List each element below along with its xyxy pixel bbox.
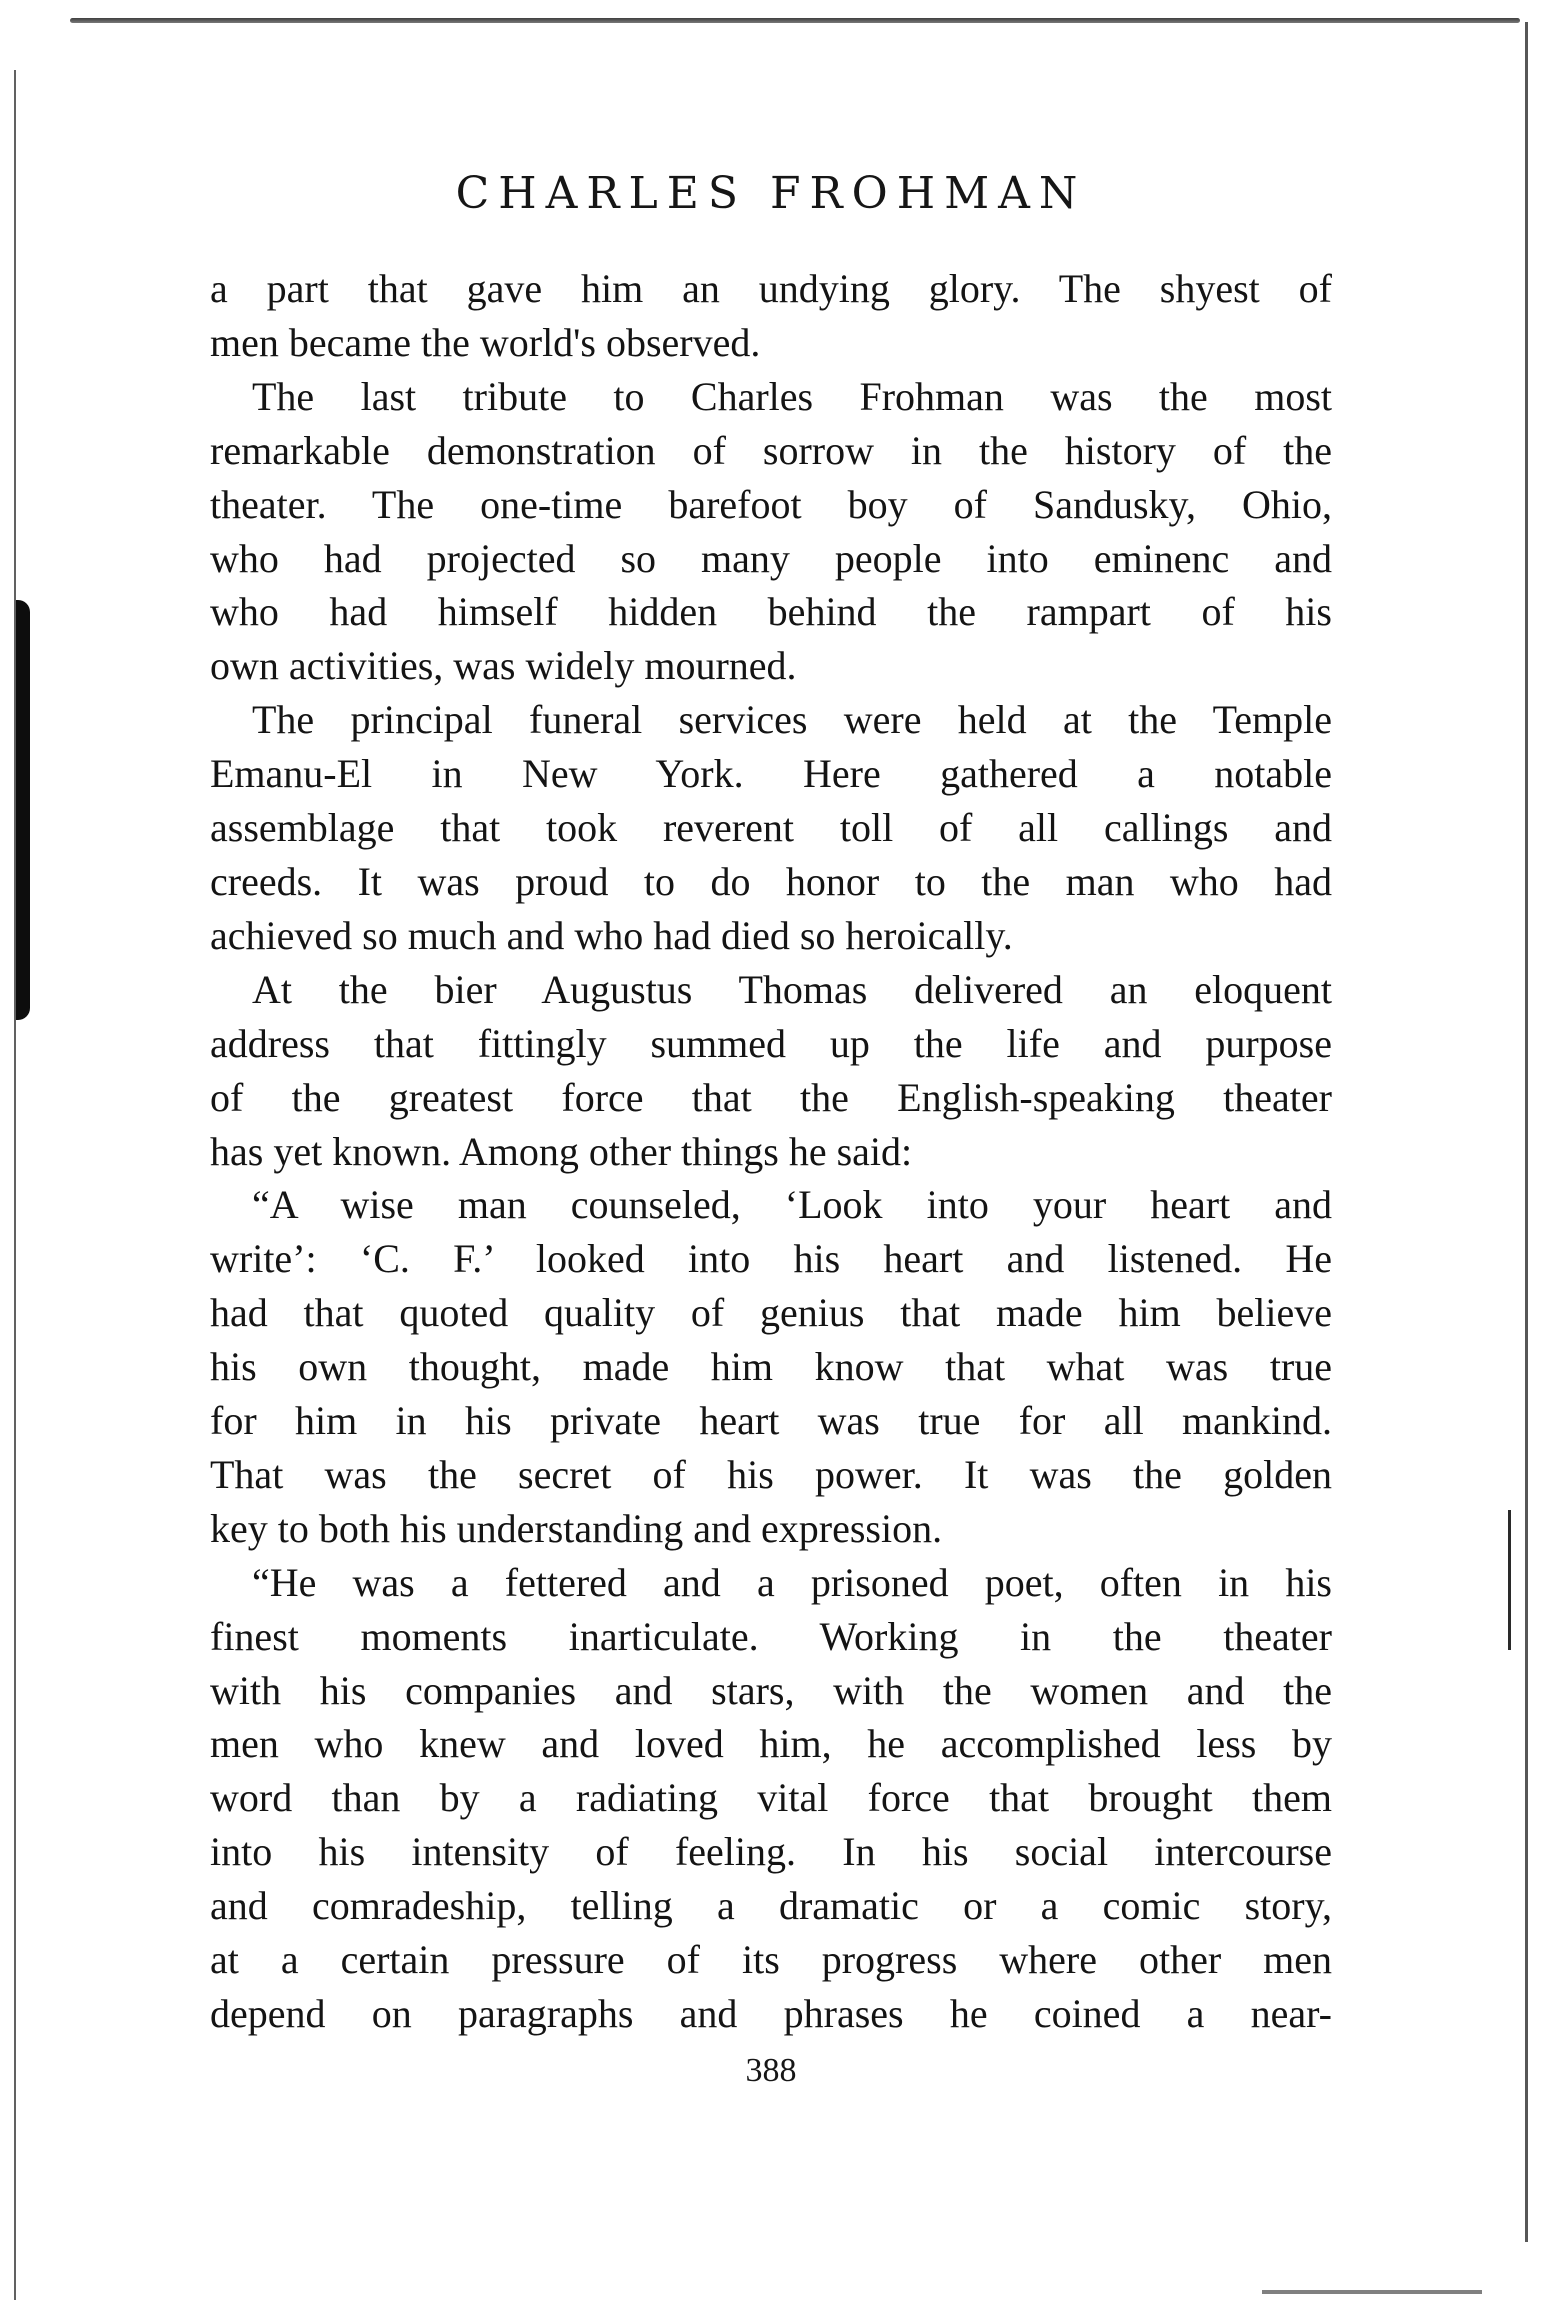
text-line: who had himself hidden behind the rampart of his — [210, 589, 1332, 635]
text-line: The last tribute to Charles Frohman was the most — [252, 373, 1332, 419]
text-line: achieved so much and who had died so heroically. — [210, 912, 1013, 958]
text-line: “A wise man counseled, ‘Look into your heart and — [252, 1182, 1332, 1228]
text-line: at a certain pressure of its progress where other men — [210, 1937, 1332, 1983]
text-line: theater. The one-time barefoot boy of Sandusky, Ohio, — [210, 481, 1332, 527]
text-line: creeds. It was proud to do honor to the man who had — [210, 858, 1332, 904]
text-line: for him in his private heart was true for all mankind. — [210, 1398, 1332, 1444]
text-line: of the greatest force that the English-speaking theater — [210, 1074, 1332, 1120]
scan-top-edge — [70, 18, 1520, 23]
text-line: with his companies and stars, with the women and the — [210, 1667, 1332, 1713]
binding-shadow — [16, 600, 30, 1020]
text-line: men became the world's observed. — [210, 319, 761, 365]
scan-bottom-edge — [1262, 2290, 1482, 2294]
text-line: address that fittingly summed up the life and purpose — [210, 1020, 1332, 1066]
text-line: The principal funeral services were held at the Temple — [252, 697, 1332, 743]
text-line: men who knew and loved him, he accomplished less by — [210, 1721, 1332, 1767]
text-line: a part that gave him an undying glory. The shyest of — [210, 266, 1332, 311]
text-line: assemblage that took reverent toll of all callings and — [210, 805, 1332, 851]
page-number: 388 — [745, 2052, 797, 2089]
text-line: remarkable demonstration of sorrow in the history of the — [210, 427, 1332, 473]
margin-mark — [1508, 1510, 1511, 1650]
text-line: finest moments inarticulate. Working in the theater — [210, 1613, 1332, 1659]
running-head: CHARLES FROHMAN — [455, 168, 1087, 219]
text-line: write’: ‘C. F.’ looked into his heart and listened. He — [210, 1236, 1332, 1282]
text-line: That was the secret of his power. It was the golden — [210, 1451, 1332, 1497]
text-line: has yet known. Among other things he said: — [210, 1128, 913, 1174]
scan-right-edge — [1525, 22, 1528, 2242]
text-line: into his intensity of feeling. In his social intercourse — [210, 1829, 1332, 1875]
text-line: and comradeship, telling a dramatic or a comic story, — [210, 1883, 1332, 1929]
text-line: key to both his understanding and expression. — [210, 1505, 943, 1551]
text-line: At the bier Augustus Thomas delivered an eloquent — [252, 966, 1332, 1012]
text-line: own activities, was widely mourned. — [210, 643, 797, 689]
body-text — [210, 262, 1332, 2041]
text-line: “He was a fettered and a prisoned poet, often in his — [252, 1559, 1332, 1605]
scan-left-edge — [14, 70, 16, 2300]
text-line: his own thought, made him know that what was true — [210, 1344, 1332, 1390]
text-line: who had projected so many people into eminenc and — [210, 535, 1332, 581]
text-line: had that quoted quality of genius that made him believe — [210, 1290, 1332, 1336]
text-line: depend on paragraphs and phrases he coined a near- — [210, 1991, 1332, 2036]
text-line: word than by a radiating vital force that brought them — [210, 1775, 1332, 1821]
text-line: Emanu-El in New York. Here gathered a notable — [210, 751, 1332, 797]
